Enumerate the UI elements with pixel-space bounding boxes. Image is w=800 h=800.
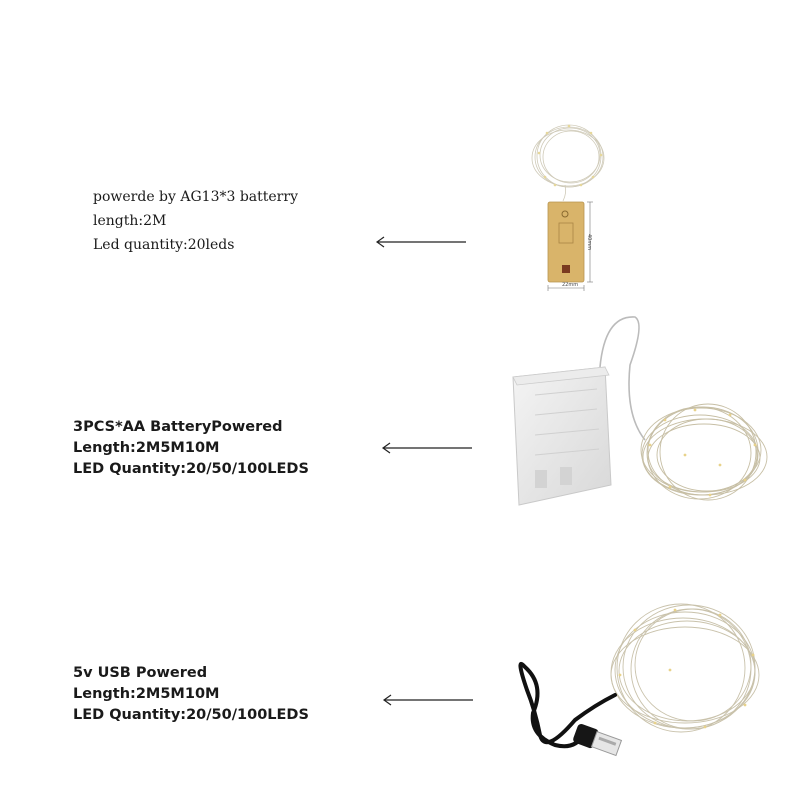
product-2-power: 3PCS*AA BatteryPowered (73, 419, 283, 435)
dimension-height-label: 40mm (586, 234, 592, 251)
product-3-spec (73, 663, 309, 726)
product-3-led-qty: LED Quantity:20/50/100LEDS (73, 707, 309, 723)
dimension-width-label: 22mm (562, 282, 579, 288)
arrow-left-icon (376, 441, 476, 455)
product-1-length: length:2M (93, 213, 167, 229)
usb-string-light-image (505, 595, 780, 775)
arrow-left-icon (377, 693, 477, 707)
product-1-spec (93, 185, 298, 257)
product-2-led-qty: LED Quantity:20/50/100LEDS (73, 461, 309, 477)
product-2-length: Length:2M5M10M (73, 440, 220, 456)
aa-battery-light-image (505, 305, 775, 525)
product-3-length: Length:2M5M10M (73, 686, 220, 702)
product-2-spec (73, 417, 309, 480)
cork-string-light-image (525, 115, 615, 295)
product-1-power: powerde by AG13*3 batterry (93, 189, 298, 205)
product-1-led-qty: Led quantity:20leds (93, 237, 235, 253)
product-3-power: 5v USB Powered (73, 665, 208, 681)
arrow-left-icon (370, 235, 470, 249)
